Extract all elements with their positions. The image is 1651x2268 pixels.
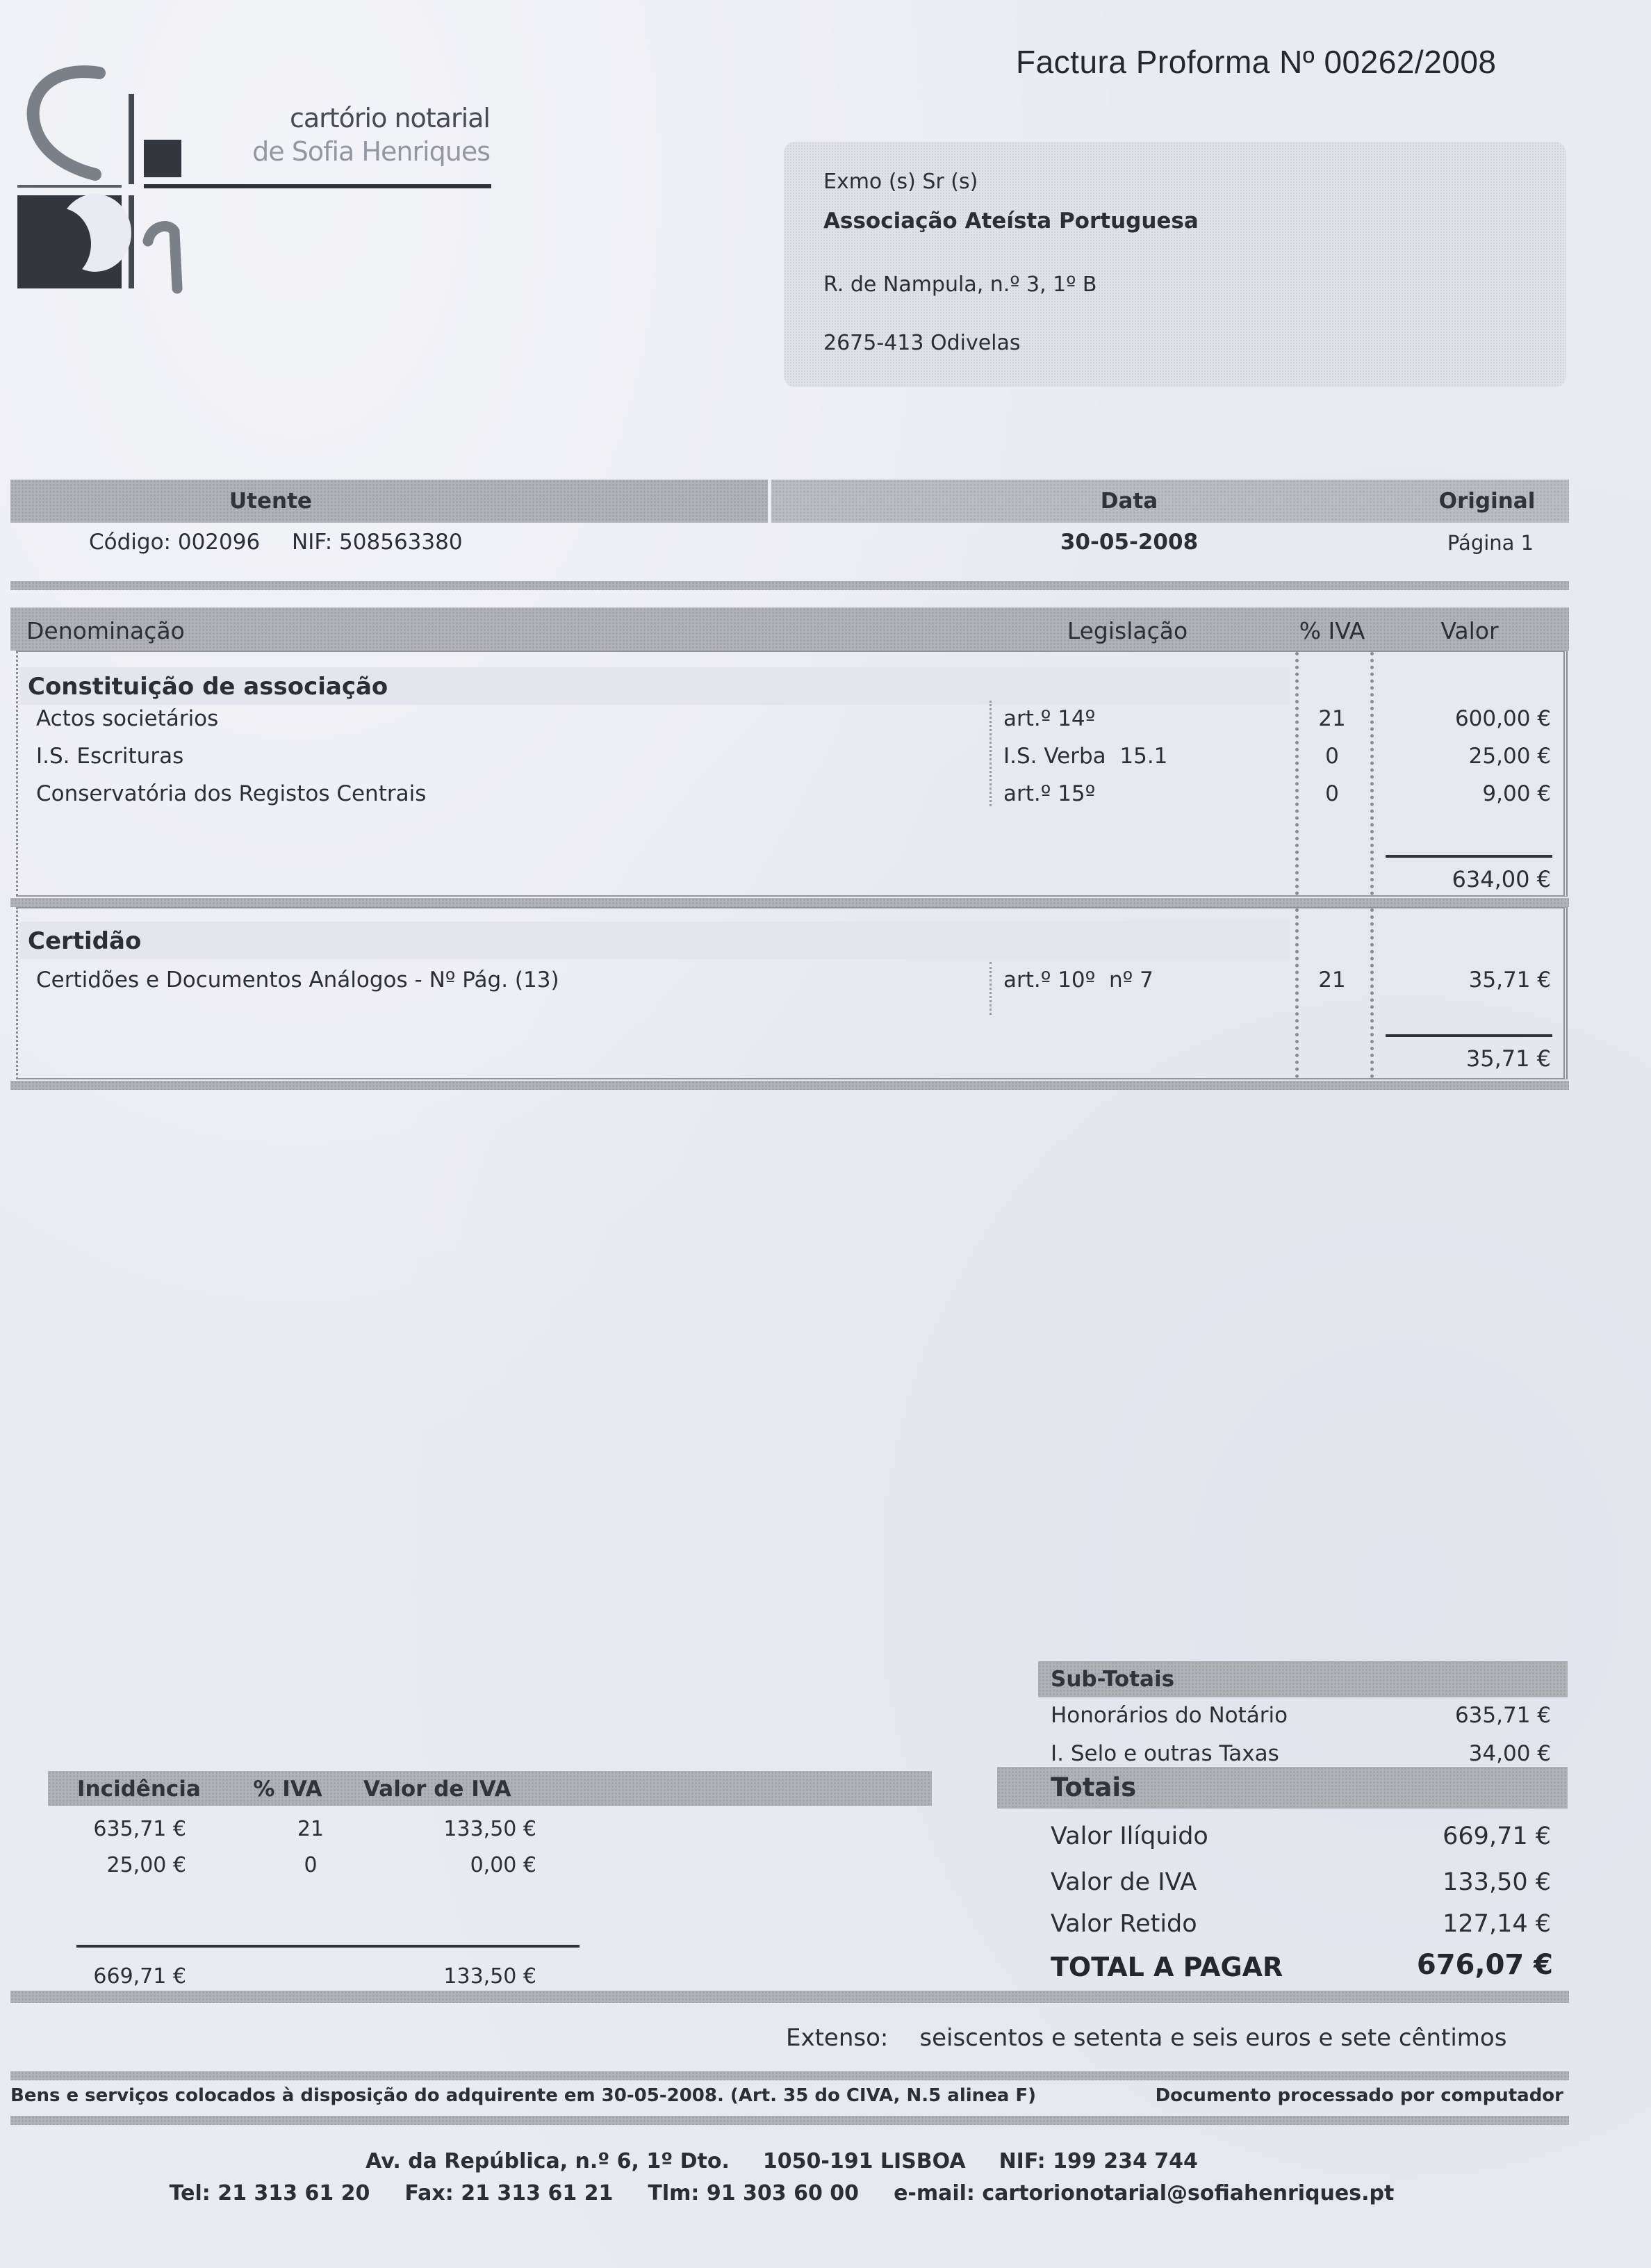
footer-contacts-line bbox=[10, 2181, 1553, 2205]
logo-underline bbox=[144, 184, 491, 188]
meta-bar-utente bbox=[10, 480, 768, 523]
totais-row-label: Valor Retido bbox=[1051, 1910, 1197, 1938]
incidencia-cell: 133,50 € bbox=[443, 1817, 536, 1841]
footer-fax: Fax: 21 313 61 21 bbox=[404, 2181, 614, 2205]
incidencia-valor-col: Valor de IVA bbox=[363, 1777, 511, 1802]
footer-email: e-mail: cartorionotarial@sofiahenriques.pt bbox=[894, 2181, 1395, 2205]
totais-row-value: 669,71 € bbox=[1443, 1822, 1551, 1850]
totais-row-value: 127,14 € bbox=[1443, 1910, 1551, 1938]
iva-column-divider bbox=[1295, 908, 1299, 1078]
col-denominacao: Denominação bbox=[26, 617, 185, 644]
item-leg: art.º 10º nº 7 bbox=[1003, 968, 1153, 993]
legal-right: Documento processado por computador bbox=[1155, 2085, 1563, 2106]
iva-column-divider bbox=[1295, 652, 1299, 895]
footer-address: Av. da República, n.º 6, 1º Dto. bbox=[365, 2149, 730, 2173]
incidencia-total-rule bbox=[76, 1945, 580, 1948]
col-iva: % IVA bbox=[1299, 617, 1365, 644]
col-valor: Valor bbox=[1440, 617, 1499, 644]
section-separator-strip bbox=[10, 898, 1569, 907]
total-a-pagar-value: 676,07 € bbox=[1416, 1949, 1553, 1981]
divider-strip bbox=[10, 581, 1569, 590]
incidencia-cell: 21 bbox=[297, 1817, 325, 1841]
item-den: I.S. Escrituras bbox=[36, 744, 184, 769]
total-a-pagar-label: TOTAL A PAGAR bbox=[1051, 1952, 1283, 1982]
subtotais-row-value: 635,71 € bbox=[1454, 1703, 1551, 1728]
document-title: Factura Proforma Nº 00262/2008 bbox=[1016, 44, 1497, 80]
subtotais-row-value: 34,00 € bbox=[1468, 1741, 1551, 1766]
incidencia-cell: 635,71 € bbox=[93, 1817, 186, 1841]
section-1-title: Constituição de associação bbox=[28, 673, 388, 701]
incidencia-cell: 25,00 € bbox=[106, 1853, 186, 1877]
extenso-line bbox=[786, 2024, 1556, 2052]
extenso-label: Extenso: bbox=[786, 2024, 889, 2052]
incidencia-col: Incidência bbox=[77, 1777, 201, 1802]
valor-column-divider bbox=[1370, 652, 1374, 895]
recipient-name: Associação Ateísta Portuguesa bbox=[823, 209, 1199, 234]
item-val: 35,71 € bbox=[1468, 968, 1551, 993]
item-den: Actos societários bbox=[36, 706, 219, 731]
recipient-street: R. de Nampula, n.º 3, 1º B bbox=[823, 272, 1097, 297]
meta-data-label: Data bbox=[1100, 489, 1158, 514]
legal-left: Bens e serviços colocados à disposição do adquirente em 30-05-2008. (Art. 35 do CIVA, N.5 alinea F) bbox=[10, 2085, 1037, 2106]
meta-utente-label: Utente bbox=[229, 489, 312, 514]
legislacao-divider bbox=[989, 962, 992, 1015]
item-val: 25,00 € bbox=[1468, 744, 1551, 769]
item-leg: art.º 15º bbox=[1003, 781, 1096, 806]
meta-codigo: Código: 002096 bbox=[89, 530, 261, 555]
footer-address-line bbox=[10, 2149, 1553, 2173]
incidencia-cell: 0,00 € bbox=[470, 1853, 536, 1877]
item-leg: I.S. Verba 15.1 bbox=[1003, 744, 1168, 769]
meta-original-label: Original bbox=[1438, 489, 1536, 514]
incidencia-cell: 0 bbox=[304, 1853, 318, 1877]
extenso-text: seiscentos e setenta e seis euros e sete cêntimos bbox=[919, 2024, 1507, 2052]
recipient-salutation: Exmo (s) Sr (s) bbox=[823, 170, 978, 194]
logo-text-line1: cartório notarial bbox=[289, 103, 490, 133]
legislacao-divider bbox=[989, 701, 992, 806]
incidencia-iva-col: % IVA bbox=[253, 1777, 322, 1802]
footer-tlm: Tlm: 91 303 60 00 bbox=[648, 2181, 860, 2205]
item-iva: 0 bbox=[1325, 781, 1339, 806]
totais-row-label: Valor de IVA bbox=[1051, 1868, 1197, 1896]
section-2-subtotal: 35,71 € bbox=[1465, 1045, 1551, 1072]
meta-date: 30-05-2008 bbox=[1060, 530, 1199, 555]
item-leg: art.º 14º bbox=[1003, 706, 1096, 731]
subtotais-title: Sub-Totais bbox=[1051, 1667, 1175, 1692]
meta-nif: NIF: 508563380 bbox=[292, 530, 463, 555]
item-den: Conservatória dos Registos Centrais bbox=[36, 781, 427, 806]
subtotal-rule bbox=[1386, 1034, 1552, 1037]
legal-top-strip bbox=[10, 2071, 1569, 2080]
item-den: Certidões e Documentos Análogos - Nº Pág. (13) bbox=[36, 968, 559, 993]
section-2-band bbox=[19, 922, 1290, 959]
col-legislacao: Legislação bbox=[1067, 617, 1188, 644]
incidencia-valor-total: 133,50 € bbox=[443, 1964, 536, 1989]
recipient-city: 2675-413 Odivelas bbox=[823, 331, 1021, 355]
totals-bottom-strip bbox=[10, 1991, 1569, 2003]
totais-row-value: 133,50 € bbox=[1443, 1868, 1551, 1896]
footer-postal: 1050-191 LISBOA bbox=[762, 2149, 966, 2173]
item-iva: 0 bbox=[1325, 744, 1339, 769]
item-iva: 21 bbox=[1318, 968, 1346, 993]
logo-underline-left bbox=[17, 185, 122, 188]
valor-column-divider bbox=[1370, 908, 1374, 1078]
subtotais-row-label: Honorários do Notário bbox=[1051, 1703, 1288, 1728]
item-val: 600,00 € bbox=[1454, 706, 1551, 731]
notary-logo-icon bbox=[10, 59, 198, 295]
totais-row-label: Valor Ilíquido bbox=[1051, 1822, 1208, 1850]
section-1-subtotal: 634,00 € bbox=[1452, 866, 1551, 892]
footer-nif: NIF: 199 234 744 bbox=[999, 2149, 1198, 2173]
table-bottom-strip bbox=[10, 1081, 1569, 1090]
section-2-title: Certidão bbox=[28, 927, 142, 955]
item-val: 9,00 € bbox=[1482, 781, 1551, 806]
legal-bottom-strip bbox=[10, 2116, 1569, 2125]
incidencia-total: 669,71 € bbox=[93, 1964, 186, 1989]
subtotal-rule bbox=[1386, 855, 1552, 858]
footer-tel: Tel: 21 313 61 20 bbox=[169, 2181, 370, 2205]
subtotais-row-label: I. Selo e outras Taxas bbox=[1051, 1741, 1279, 1766]
item-iva: 21 bbox=[1318, 706, 1346, 731]
logo-text-line2: de Sofia Henriques bbox=[252, 136, 490, 167]
totais-title: Totais bbox=[1051, 1772, 1137, 1802]
meta-page: Página 1 bbox=[1447, 531, 1534, 555]
